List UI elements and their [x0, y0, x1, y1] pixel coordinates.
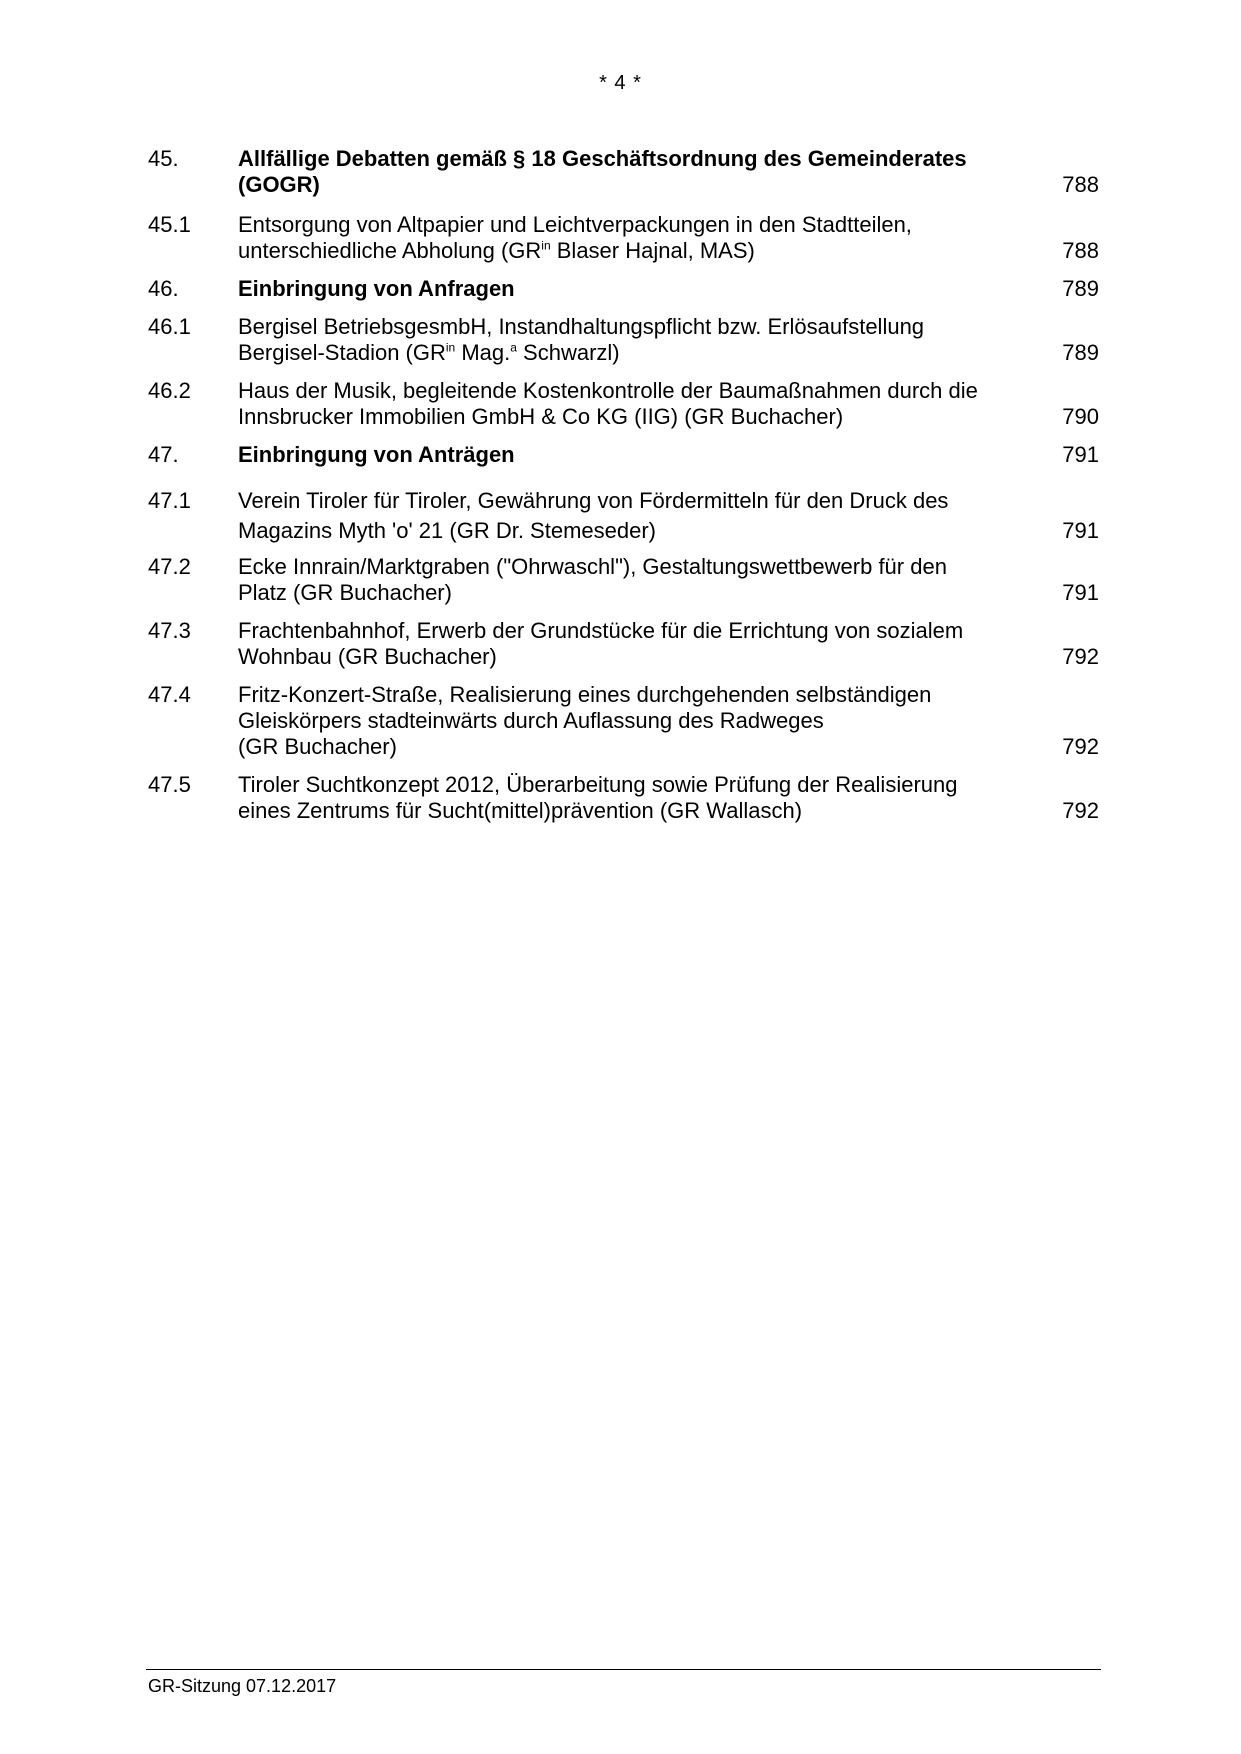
toc-entry-47-1 — [148, 486, 1099, 546]
entry-title: Haus der Musik, begleitende Kostenkontrolle der Baumaßnahmen durch die Innsbrucker Immobilien GmbH & Co KG (IIG) (GR Buchacher) — [238, 378, 978, 429]
entry-page: 791 — [1062, 580, 1099, 605]
entry-title: Verein Tiroler für Tiroler, Gewährung von Fördermitteln für den Druck des Magazins Myth 'o' 21 (GR Dr. Stemeseder) — [238, 488, 949, 543]
footer-text: GR-Sitzung 07.12.2017 — [148, 1676, 337, 1696]
entry-page: 792 — [1062, 734, 1099, 759]
entry-page: 789 — [1062, 276, 1099, 301]
entry-number: 47.5 — [148, 772, 191, 797]
entry-page: 792 — [1062, 798, 1099, 823]
entry-number: 46.2 — [148, 378, 191, 403]
toc-entry-47-2 — [148, 554, 1099, 606]
entry-title: Tiroler Suchtkonzept 2012, Überarbeitung sowie Prüfung der Realisierung eines Zentrums für Sucht(mittel)prävention (GR Wallasch) — [238, 772, 958, 823]
toc-entry-47-4 — [148, 682, 1099, 760]
entry-number: 47.2 — [148, 554, 191, 579]
entry-page: 790 — [1062, 404, 1099, 429]
entry-number: 47.1 — [148, 488, 191, 513]
entry-number: 46.1 — [148, 314, 191, 339]
page-number: * 4 * — [599, 72, 642, 94]
entry-page: 788 — [1062, 238, 1099, 263]
toc-entry-47 — [148, 442, 1099, 468]
entry-page: 792 — [1062, 644, 1099, 669]
table-of-contents — [148, 146, 1099, 824]
entry-title: Fritz-Konzert-Straße, Realisierung eines durchgehenden selbständigen Gleiskörpers stadteinwärts durch Auflassung des Radweges (GR Buchacher) — [238, 682, 932, 759]
entry-title: Ecke Innrain/Marktgraben ("Ohrwaschl"), Gestaltungswettbewerb für den Platz (GR Buchacher) — [238, 554, 947, 605]
entry-number: 45. — [148, 146, 179, 171]
entry-page: 788 — [1062, 172, 1099, 197]
entry-number: 47. — [148, 442, 179, 467]
toc-entry-46 — [148, 276, 1099, 302]
entry-number: 46. — [148, 276, 179, 301]
entry-page: 789 — [1062, 340, 1099, 365]
entry-title: Entsorgung von Altpapier und Leichtverpackungen in den Stadtteilen, unterschiedliche Abholung ($GR^{in}$ Blaser Hajnal, MAS) — [238, 212, 912, 263]
entry-title: Frachtenbahnhof, Erwerb der Grundstücke für die Errichtung von sozialem Wohnbau (GR Buchacher) — [238, 618, 964, 669]
toc-entry-45 — [148, 146, 1099, 198]
entry-number: 45.1 — [148, 212, 191, 237]
entry-number: 47.3 — [148, 618, 191, 643]
entry-page: 791 — [1062, 518, 1099, 543]
entry-title: Einbringung von Anträgen — [238, 442, 515, 467]
toc-entry-47-5 — [148, 772, 1099, 824]
footer-divider — [146, 1669, 1101, 1670]
entry-page: 791 — [1062, 442, 1099, 467]
entry-title: Einbringung von Anfragen — [238, 276, 515, 301]
entry-number: 47.4 — [148, 682, 191, 707]
toc-entry-46-1 — [148, 314, 1099, 366]
entry-title: Allfällige Debatten gemäß § 18 Geschäftsordnung des Gemeinderates (GOGR) — [238, 146, 967, 197]
entry-title: Bergisel BetriebsgesmbH, Instandhaltungspflicht bzw. Erlösaufstellung Bergisel-Stadion ($GR^{in}$ Mag.$^a$ Schwarzl) — [238, 314, 925, 365]
toc-entry-45-1 — [148, 212, 1099, 264]
toc-entry-47-3 — [148, 618, 1099, 670]
toc-entry-46-2 — [148, 378, 1099, 430]
